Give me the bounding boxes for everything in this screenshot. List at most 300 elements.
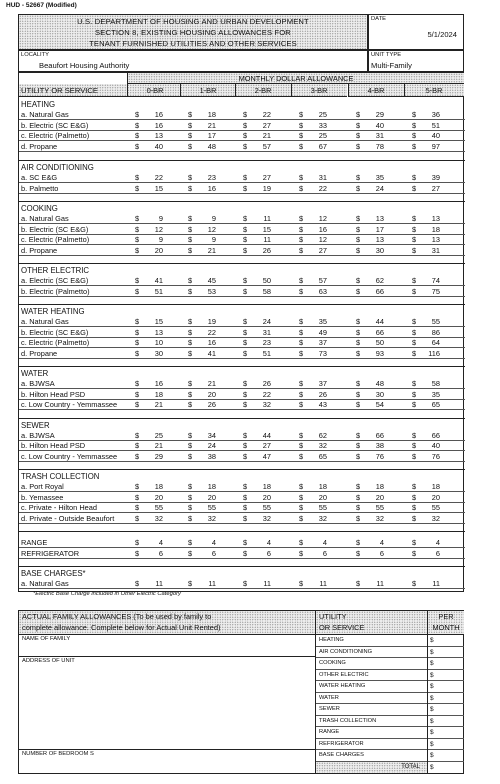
utility-summary-header-1: UTILITY: [319, 612, 347, 621]
amount-cell: [135, 276, 163, 286]
amount-cell: [299, 390, 327, 400]
amount-value: 78: [375, 141, 384, 151]
dollar-sign: $: [135, 173, 140, 182]
amount-value: 20: [154, 245, 163, 255]
dollar-sign: $: [356, 141, 361, 151]
amount-value: 18: [431, 482, 440, 491]
dollar-sign: $: [188, 503, 193, 512]
amount-cell: [188, 452, 216, 462]
amount-value: 30: [375, 245, 384, 255]
amount-value: 6: [379, 548, 384, 558]
summary-row-label: BASE CHARGES: [316, 750, 428, 762]
amount-cell: [299, 503, 327, 513]
dollar-sign: $: [243, 120, 248, 130]
amount-cell: [188, 390, 216, 400]
dollar-sign: $: [299, 348, 304, 358]
amount-value: 38: [207, 451, 216, 461]
amount-value: 67: [318, 141, 327, 151]
amount-value: 32: [318, 513, 327, 523]
amount-value: 9: [211, 235, 216, 244]
amount-value: 11: [208, 579, 216, 588]
amount-value: 13: [154, 131, 163, 140]
dollar-sign: $: [135, 451, 140, 461]
amount-value: 62: [375, 276, 384, 285]
dollar-sign: $: [299, 492, 304, 502]
dollar-sign: $: [412, 131, 417, 140]
amount-value: 18: [262, 482, 271, 491]
amount-value: 26: [262, 245, 271, 255]
amount-value: 9: [158, 235, 163, 244]
dollar-sign: $: [243, 482, 248, 491]
amount-value: 50: [262, 276, 271, 285]
amount-cell: [243, 121, 271, 131]
amount-value: 40: [431, 131, 440, 140]
amount-cell: [356, 349, 384, 359]
dollar-sign: $: [356, 131, 361, 140]
amount-cell: [243, 431, 271, 441]
dollar-sign: $: [356, 276, 361, 285]
row-label: a. Natural Gas: [21, 317, 69, 326]
amount-cell: [412, 482, 440, 492]
dollar-sign: $: [356, 430, 361, 440]
dollar-sign: $: [243, 503, 248, 512]
summary-row-label: HEATING: [316, 635, 428, 647]
summary-amount-field[interactable]: $: [428, 647, 464, 659]
bedrooms-field[interactable]: [19, 750, 315, 773]
dollar-sign: $: [135, 400, 140, 409]
amount-cell: [356, 538, 384, 548]
dollar-sign: $: [299, 183, 304, 193]
dollar-sign: $: [243, 214, 248, 223]
amount-value: 4: [158, 538, 163, 547]
utility-summary-header: [316, 611, 428, 635]
amount-value: 11: [432, 579, 440, 588]
amount-cell: [188, 538, 216, 548]
allowance-row: [19, 110, 465, 120]
amount-cell: [135, 287, 163, 297]
dollar-sign: $: [299, 513, 304, 523]
summary-amount-field[interactable]: $: [428, 716, 464, 728]
amount-value: 53: [207, 286, 216, 296]
amount-cell: [243, 338, 271, 348]
column-header-2-br: 2-BR: [235, 84, 291, 97]
dollar-sign: $: [188, 441, 193, 450]
amount-cell: [299, 110, 327, 120]
row-label: a. Electric (SC E&G): [21, 276, 89, 285]
dollar-sign: $: [243, 224, 248, 234]
row-label: REFRIGERATOR: [21, 548, 80, 558]
amount-cell: [188, 549, 216, 559]
dollar-sign: $: [243, 327, 248, 337]
column-divider: [291, 84, 292, 97]
amount-value: 30: [375, 389, 384, 399]
summary-amount-field[interactable]: $: [428, 635, 464, 647]
amount-cell: [243, 276, 271, 286]
amount-value: 35: [375, 173, 384, 182]
amount-value: 43: [318, 400, 327, 409]
amount-cell: [188, 131, 216, 141]
amount-cell: [243, 514, 271, 524]
summary-amount-field[interactable]: $: [428, 750, 464, 762]
row-label: c. Electric (Palmetto): [21, 338, 90, 347]
amount-cell: [356, 514, 384, 524]
summary-amount-field[interactable]: $: [428, 739, 464, 751]
amount-value: 24: [207, 441, 216, 450]
amount-value: 74: [431, 276, 440, 285]
amount-value: 16: [318, 224, 327, 234]
amount-cell: [135, 338, 163, 348]
dollar-sign: $: [135, 503, 140, 512]
allowance-row: [19, 317, 465, 327]
amount-cell: [356, 246, 384, 256]
amount-value: 86: [431, 327, 440, 337]
amount-value: 20: [207, 492, 216, 502]
allowance-row: [19, 184, 465, 194]
allowance-row: [19, 131, 465, 141]
amount-cell: [412, 142, 440, 152]
dollar-sign: $: [412, 400, 417, 409]
amount-cell: [299, 538, 327, 548]
allowance-row: [19, 379, 465, 389]
row-label: b. Electric (SC E&G): [21, 224, 89, 234]
amount-value: 51: [431, 120, 440, 130]
amount-cell: [243, 493, 271, 503]
amount-value: 55: [318, 503, 327, 512]
amount-value: 9: [158, 214, 163, 223]
amount-cell: [412, 400, 440, 410]
allowance-row: [19, 214, 465, 224]
section-water: [19, 366, 465, 410]
amount-value: 45: [207, 276, 216, 285]
dollar-sign: $: [135, 131, 140, 140]
amount-cell: [188, 503, 216, 513]
dollar-sign: $: [356, 224, 361, 234]
dollar-sign: $: [412, 538, 417, 547]
dollar-sign: $: [188, 327, 193, 337]
amount-cell: [243, 579, 271, 589]
dollar-sign: $: [243, 492, 248, 502]
amount-cell: [299, 514, 327, 524]
amount-value: 65: [431, 400, 440, 409]
section-other-electric: [19, 263, 465, 296]
amount-cell: [299, 276, 327, 286]
dollar-sign: $: [412, 235, 417, 244]
allowance-row: [19, 328, 465, 338]
amount-value: 66: [375, 327, 384, 337]
amount-value: 55: [431, 503, 440, 512]
amount-cell: [299, 235, 327, 245]
amount-value: 97: [431, 141, 440, 151]
amount-cell: [356, 579, 384, 589]
amount-cell: [412, 317, 440, 327]
summary-row-label: COOKING: [316, 658, 428, 670]
dollar-sign: $: [188, 214, 193, 223]
amount-cell: [356, 400, 384, 410]
dollar-sign: $: [135, 441, 140, 450]
dollar-sign: $: [356, 538, 361, 547]
amount-value: 29: [375, 110, 384, 119]
dollar-sign: $: [243, 173, 248, 182]
amount-cell: [135, 317, 163, 327]
amount-value: 62: [318, 430, 327, 440]
row-label: b. Palmetto: [21, 183, 59, 193]
dollar-sign: $: [299, 379, 304, 388]
summary-row-label: REFRIGERATOR: [316, 739, 428, 751]
allowance-row: [19, 431, 465, 441]
dollar-sign: $: [188, 400, 193, 409]
dollar-sign: $: [135, 379, 140, 388]
amount-cell: [299, 482, 327, 492]
amount-value: 40: [431, 441, 440, 450]
allowance-row: [19, 514, 465, 524]
amount-cell: [243, 214, 271, 224]
amount-value: 25: [318, 131, 327, 140]
amount-value: 23: [262, 338, 271, 347]
amount-value: 40: [375, 120, 384, 130]
amount-cell: [412, 246, 440, 256]
amount-value: 11: [319, 579, 327, 588]
dollar-sign: $: [135, 338, 140, 347]
amount-value: 24: [262, 317, 271, 326]
summary-row-label: AIR CONDITIONING: [316, 647, 428, 659]
summary-amount-field[interactable]: $: [428, 693, 464, 705]
amount-value: 19: [262, 183, 271, 193]
amount-value: 33: [318, 120, 327, 130]
dollar-sign: $: [243, 235, 248, 244]
amount-value: 50: [375, 338, 384, 347]
amount-cell: [356, 549, 384, 559]
amount-value: 64: [431, 338, 440, 347]
amount-cell: [188, 579, 216, 589]
amount-cell: [299, 441, 327, 451]
monthly-allowance-band: MONTHLY DOLLAR ALLOWANCE: [127, 73, 464, 84]
summary-amount-field[interactable]: $: [428, 704, 464, 716]
dollar-sign: $: [135, 120, 140, 130]
dollar-sign: $: [412, 317, 417, 326]
amount-cell: [412, 173, 440, 183]
amount-value: 15: [154, 183, 163, 193]
dollar-sign: $: [243, 379, 248, 388]
amount-value: 17: [375, 224, 384, 234]
amount-value: 41: [207, 348, 216, 358]
locality-label: LOCALITY: [21, 52, 50, 58]
amount-value: 55: [262, 503, 271, 512]
amount-cell: [412, 287, 440, 297]
amount-cell: [243, 235, 271, 245]
section-title: SEWER: [21, 420, 50, 430]
amount-cell: [188, 276, 216, 286]
summary-amount-field[interactable]: $: [428, 670, 464, 682]
amount-cell: [188, 482, 216, 492]
amount-cell: [135, 441, 163, 451]
dollar-sign: $: [412, 327, 417, 337]
date-label: DATE: [371, 16, 387, 22]
amount-cell: [188, 493, 216, 503]
amount-value: 18: [318, 482, 327, 491]
amount-value: 13: [375, 235, 384, 244]
dollar-sign: $: [188, 183, 193, 193]
dollar-sign: $: [299, 276, 304, 285]
allowance-row: [19, 349, 465, 359]
amount-value: 10: [154, 338, 163, 347]
base-charge-footnote: *Electric Base Charge included in Other Electric Category: [33, 590, 181, 597]
amount-cell: [243, 110, 271, 120]
dollar-sign: $: [299, 400, 304, 409]
family-name-field[interactable]: [19, 635, 315, 657]
amount-value: 32: [207, 513, 216, 523]
amount-cell: [412, 276, 440, 286]
row-label: d. Propane: [21, 245, 58, 255]
allowance-row: [19, 287, 465, 297]
dollar-sign: $: [356, 389, 361, 399]
amount-value: 66: [375, 430, 384, 440]
column-divider: [348, 84, 349, 97]
actual-allowances-line-2: complete allowance. Complete below for Actual Unit Rented): [22, 622, 221, 632]
amount-value: 20: [262, 492, 271, 502]
section-title: BASE CHARGES*: [21, 569, 86, 578]
summary-row-label: WATER: [316, 693, 428, 705]
amount-cell: [356, 121, 384, 131]
amount-value: 20: [431, 492, 440, 502]
amount-cell: [135, 121, 163, 131]
amount-cell: [243, 390, 271, 400]
amount-value: 18: [431, 224, 440, 234]
amount-cell: [299, 379, 327, 389]
title-line-2: SECTION 8, EXISTING HOUSING ALLOWANCES FOR: [95, 28, 291, 37]
amount-value: 25: [154, 430, 163, 440]
amount-value: 26: [318, 389, 327, 399]
amount-cell: [299, 246, 327, 256]
summary-row-label: TRASH COLLECTION: [316, 716, 428, 728]
amount-cell: [135, 173, 163, 183]
title-line-1: U.S. DEPARTMENT OF HOUSING AND URBAN DEVELOPMENT: [77, 17, 309, 26]
dollar-sign: $: [299, 110, 304, 119]
amount-cell: [299, 287, 327, 297]
dollar-sign: $: [135, 513, 140, 523]
summary-amount-field[interactable]: $: [428, 681, 464, 693]
amount-cell: [188, 184, 216, 194]
dollar-sign: $: [188, 430, 193, 440]
amount-value: 65: [318, 451, 327, 461]
amount-value: 32: [431, 513, 440, 523]
summary-amount-field[interactable]: $: [428, 658, 464, 670]
amount-value: 29: [154, 451, 163, 461]
dollar-sign: $: [299, 430, 304, 440]
amount-cell: [356, 431, 384, 441]
amount-cell: [412, 431, 440, 441]
column-header-4-br: 4-BR: [348, 84, 404, 97]
amount-cell: [243, 173, 271, 183]
amount-value: 4: [211, 538, 216, 547]
amount-cell: [135, 225, 163, 235]
total-amount-field[interactable]: $: [430, 763, 434, 771]
dollar-sign: $: [356, 451, 361, 461]
dollar-sign: $: [135, 276, 140, 285]
row-label: d. Propane: [21, 348, 58, 358]
dollar-sign: $: [356, 441, 361, 450]
unit-address-field[interactable]: [19, 657, 315, 750]
dollar-sign: $: [412, 579, 417, 588]
amount-cell: [356, 503, 384, 513]
allowance-row: [19, 452, 465, 462]
amount-cell: [356, 110, 384, 120]
amount-value: 37: [318, 379, 327, 388]
amount-value: 31: [375, 131, 384, 140]
amount-cell: [299, 131, 327, 141]
amount-value: 16: [154, 379, 163, 388]
amount-cell: [188, 400, 216, 410]
dollar-sign: $: [356, 245, 361, 255]
dollar-sign: $: [135, 183, 140, 193]
amount-cell: [299, 579, 327, 589]
amount-value: 48: [207, 141, 216, 151]
row-label: b. Yemassee: [21, 492, 64, 502]
allowance-row: [19, 482, 465, 492]
dollar-sign: $: [135, 548, 140, 558]
section-title: OTHER ELECTRIC: [21, 266, 90, 275]
amount-value: 66: [375, 286, 384, 296]
amount-value: 22: [154, 173, 163, 182]
amount-cell: [412, 549, 440, 559]
section-appliances: [19, 531, 465, 558]
dollar-sign: $: [135, 286, 140, 296]
dollar-sign: $: [243, 245, 248, 255]
dollar-sign: $: [299, 503, 304, 512]
dollar-sign: $: [412, 482, 417, 491]
amount-value: 13: [375, 214, 384, 223]
amount-value: 51: [154, 286, 163, 296]
amount-cell: [356, 287, 384, 297]
amount-cell: [135, 235, 163, 245]
dollar-sign: $: [188, 317, 193, 326]
amount-cell: [135, 538, 163, 548]
dollar-sign: $: [188, 235, 193, 244]
summary-row-label: OTHER ELECTRIC: [316, 670, 428, 682]
dollar-sign: $: [188, 389, 193, 399]
amount-value: 58: [262, 286, 271, 296]
amount-value: 6: [158, 548, 163, 558]
amount-cell: [243, 225, 271, 235]
amount-cell: [135, 110, 163, 120]
amount-cell: [412, 184, 440, 194]
amount-cell: [356, 184, 384, 194]
section-trash-collection: [19, 469, 465, 523]
amount-cell: [412, 349, 440, 359]
amount-value: 27: [262, 441, 271, 450]
amount-cell: [356, 235, 384, 245]
amount-cell: [356, 482, 384, 492]
amount-cell: [412, 514, 440, 524]
amount-value: 75: [431, 286, 440, 296]
summary-amount-field[interactable]: $: [428, 727, 464, 739]
row-label: a. Port Royal: [21, 482, 64, 491]
amount-cell: [188, 246, 216, 256]
column-divider: [127, 73, 128, 97]
amount-value: 20: [375, 492, 384, 502]
amount-cell: [356, 214, 384, 224]
dollar-sign: $: [356, 110, 361, 119]
amount-cell: [299, 173, 327, 183]
dollar-sign: $: [412, 245, 417, 255]
amount-cell: [299, 121, 327, 131]
amount-value: 27: [262, 120, 271, 130]
amount-cell: [188, 431, 216, 441]
allowance-row: [19, 503, 465, 513]
unit-type-value: Multi-Family: [371, 61, 412, 70]
dollar-sign: $: [412, 110, 417, 119]
amount-value: 15: [262, 224, 271, 234]
column-header-3-br: 3-BR: [291, 84, 347, 97]
